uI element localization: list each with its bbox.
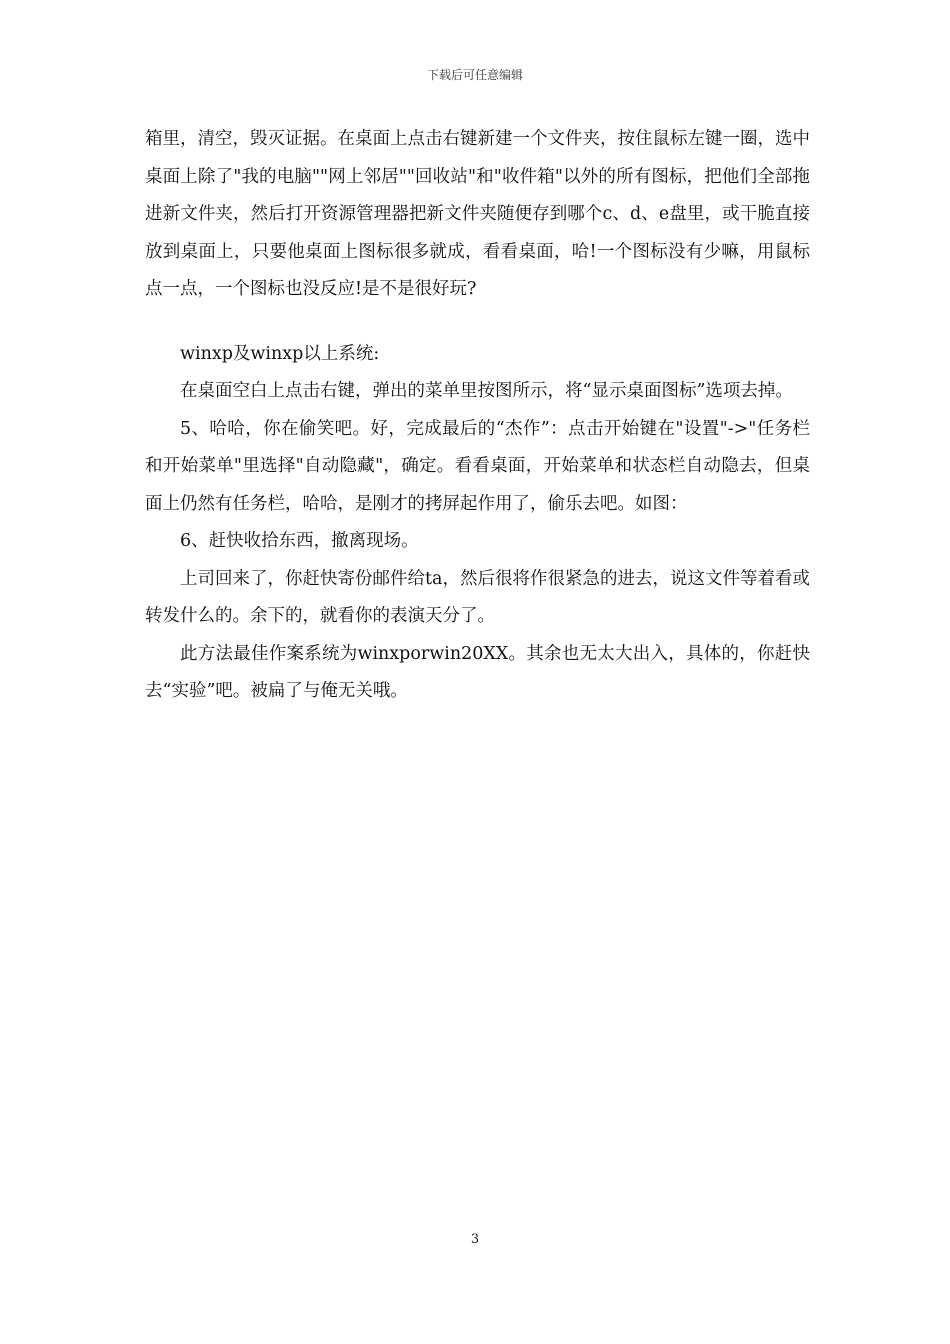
paragraph-step-6: 6、赶快收拾东西，撤离现场。	[180, 531, 419, 551]
paragraph-step-5: 5、哈哈，你在偷笑吧。好，完成最后的“杰作”：点击开始键在"设置"->"任务栏和开始菜单"里选择"自动隐藏"，确定。看看桌面，开始菜单和状态栏自动隐去，但桌面上仍然有任务栏，哈哈，是刚才的拷屏起作用了，偷乐去吧。如图：	[145, 418, 810, 514]
paragraph-winxp-heading: winxp及winxp以上系统:	[180, 343, 380, 364]
page-header: 下载后可任意编辑	[426, 68, 523, 82]
page-number: 3	[470, 1232, 480, 1247]
document-body	[145, 121, 810, 711]
paragraph-boss-returns: 上司回来了，你赶快寄份邮件给ta，然后很将作很紧急的进去，说这文件等着看或转发什么的。余下的，就看你的表演天分了。	[145, 568, 810, 626]
paragraph-continuation: 箱里，清空，毁灭证据。在桌面上点击右键新建一个文件夹，按住鼠标左键一圈，选中桌面上除了"我的电脑""网上邻居""回收站"和"收件箱"以外的所有图标，把他们全部拖进新文件夹，然后打开资源管理器把新文件夹随便存到哪个c、d、e盘里，或干脆直接放到桌面上，只要他桌面上图标很多就成，看看桌面，哈!一个图标没有少嘛，用鼠标点一点，一个图标也没反应!是不是很好玩?	[145, 129, 810, 299]
paragraph-desktop-icons: 在桌面空白上点击右键，弹出的菜单里按图所示，将“显示桌面图标”选项去掉。	[180, 381, 793, 401]
paragraph-best-system: 此方法最佳作案系统为winxporwin20XX。其余也无太大出入，具体的，你赶快去“实验”吧。被扁了与俺无关哦。	[145, 643, 810, 701]
